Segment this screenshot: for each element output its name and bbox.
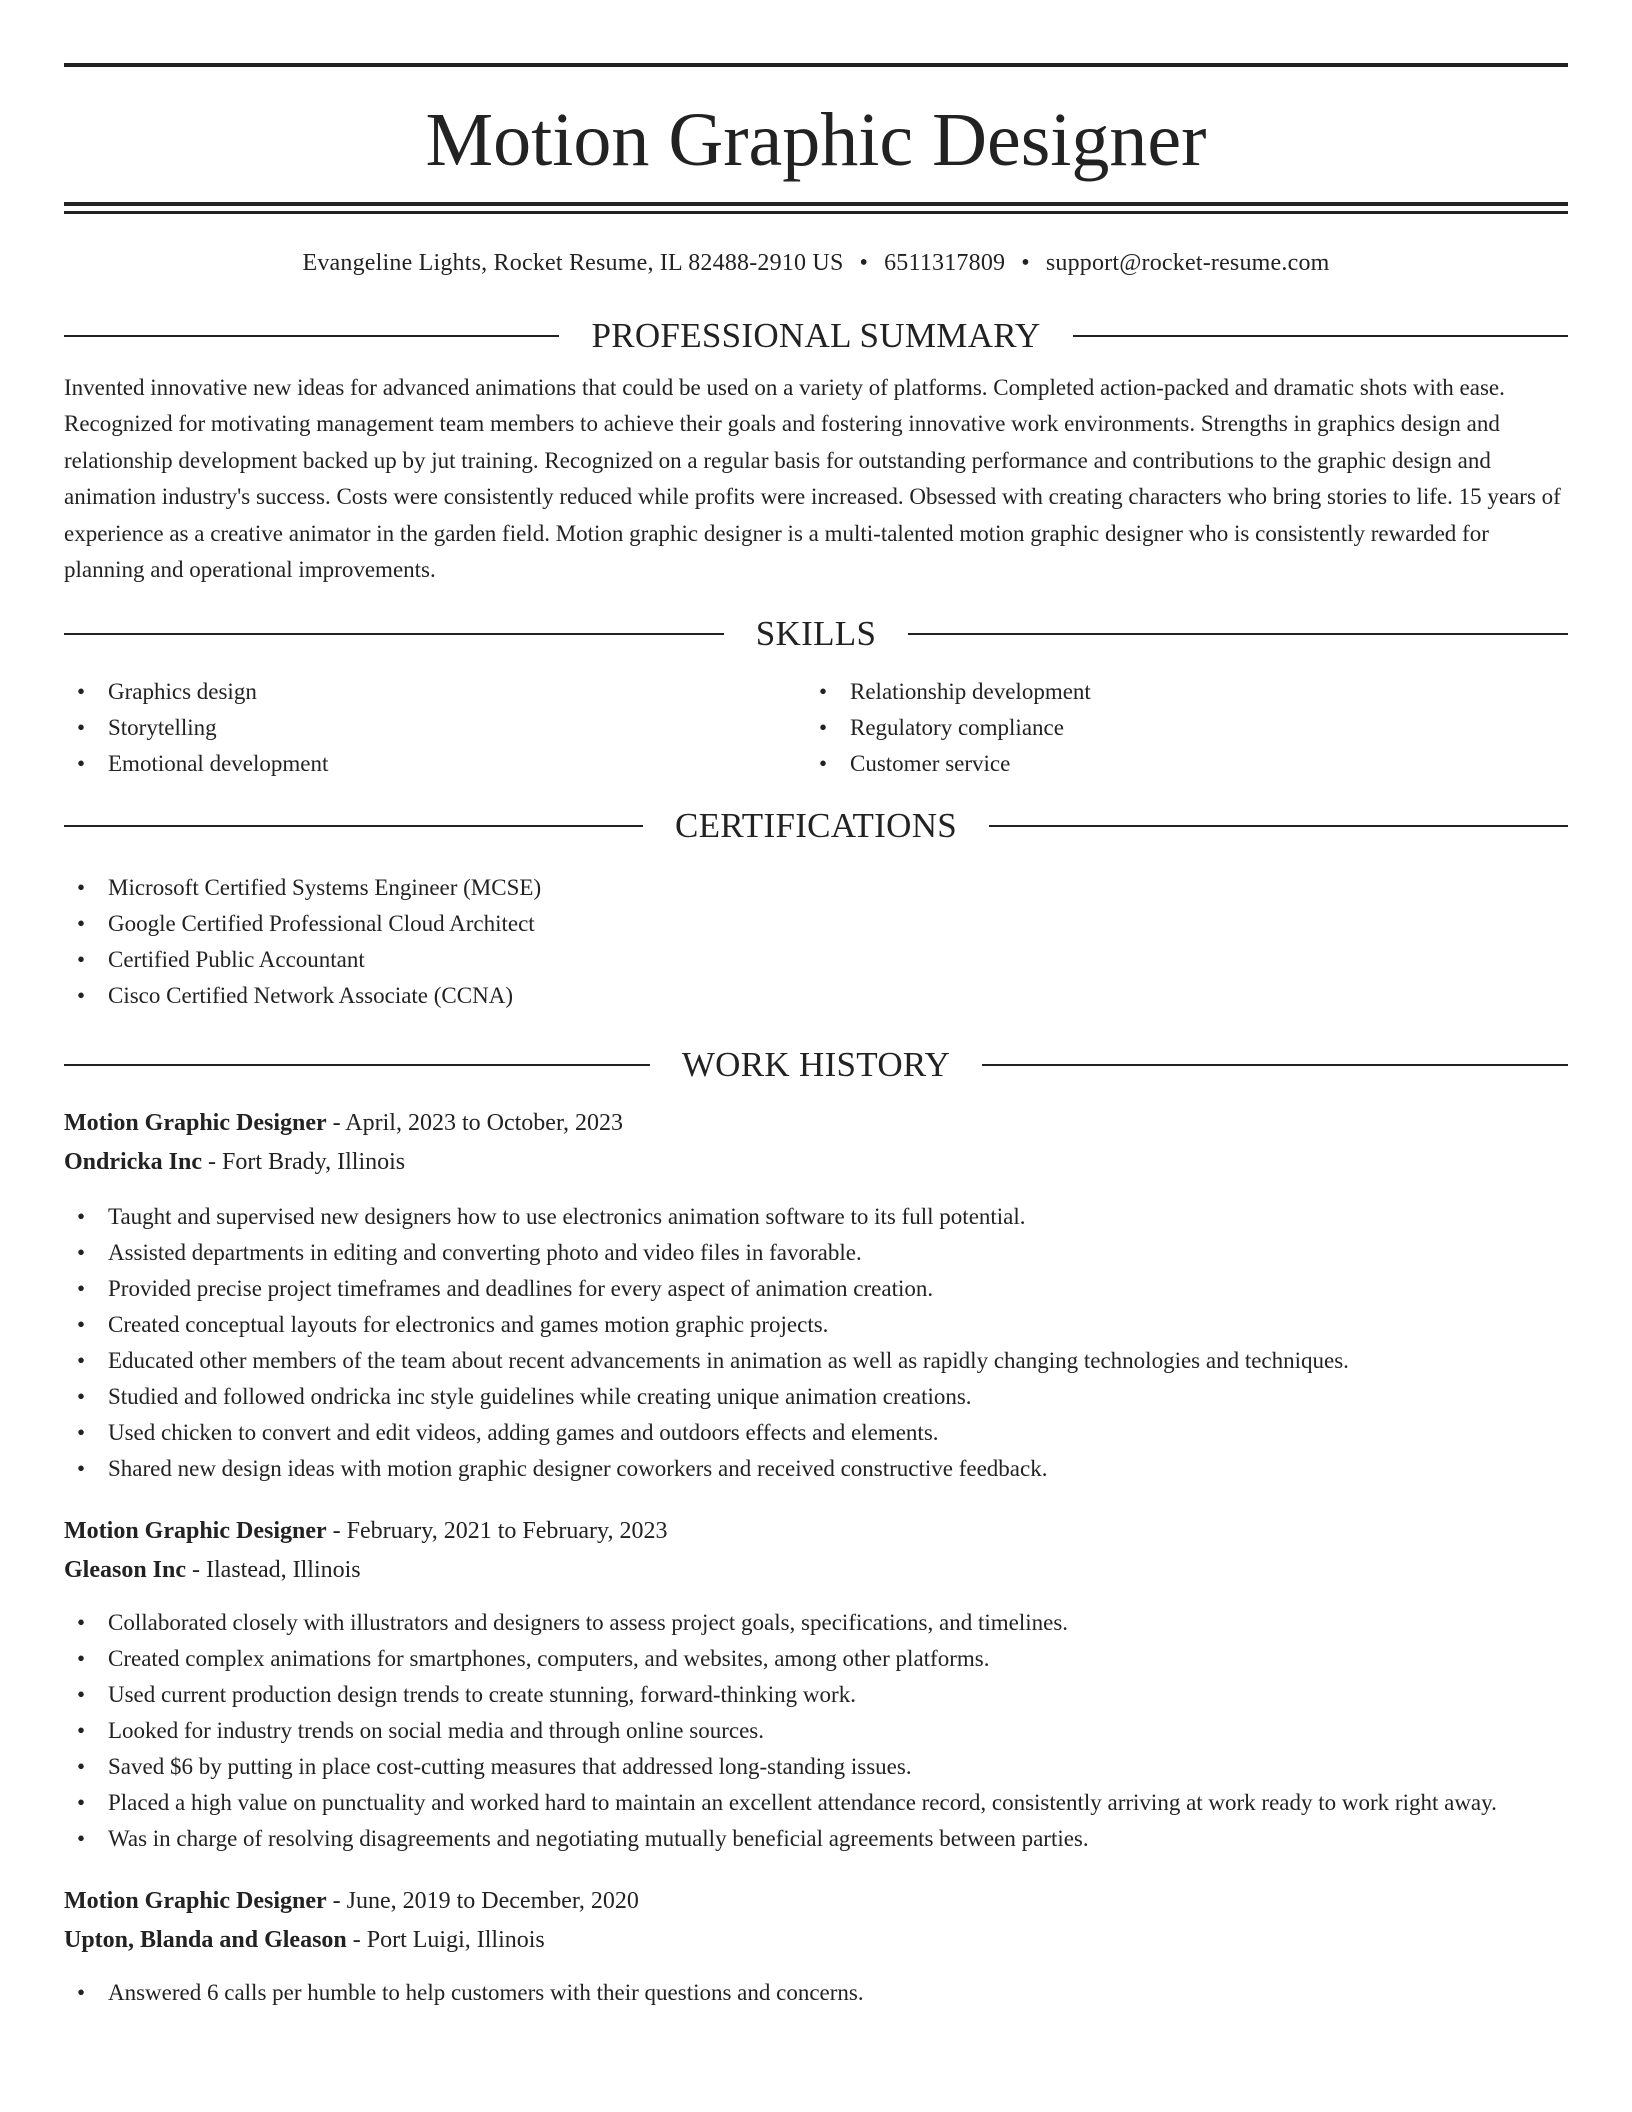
summary-heading-label: PROFESSIONAL SUMMARY [591,316,1041,355]
job-bullet: • Created complex animations for smartphones, computers, and websites, among other platforms. [64,1641,1568,1677]
job-bullet: • Used current production design trends to create stunning, forward-thinking work. [64,1677,1568,1713]
skills-heading [64,614,1568,654]
skill-item: • Graphics design [64,674,806,710]
job-title-line [64,1109,1568,1137]
job-bullet: • Placed a high value on punctuality and worked hard to maintain an excellent attendance record, consistently arriving at work ready to work right away. [64,1785,1568,1821]
job-bullet: • Created conceptual layouts for electronics and games motion graphic projects. [64,1307,1568,1343]
job-bullet: • Used chicken to convert and edit videos, adding games and outdoors effects and elements. [64,1415,1568,1451]
job-location: - Ilastead, Illinois [186,1557,361,1584]
contact-line [64,249,1568,277]
job-bullets [64,1975,1568,2011]
contact-separator: • [1021,250,1030,276]
job-company-line [64,1148,1568,1176]
skills-columns [64,674,1568,782]
skill-item: • Emotional development [64,746,806,782]
job-bullet: • Assisted departments in editing and converting photo and video files in favorable. [64,1235,1568,1271]
job-company-line [64,1926,1568,1954]
title-double-rule [64,202,1568,214]
job-bullet: • Provided precise project timeframes and deadlines for every aspect of animation creation. [64,1271,1568,1307]
job-bullet: • Was in charge of resolving disagreements and negotiating mutually beneficial agreements between parties. [64,1821,1568,1857]
resume-title: Motion Graphic Designer [425,98,1207,182]
certification-item: • Google Certified Professional Cloud Architect [64,906,1568,942]
job-title-line [64,1517,1568,1545]
job-bullet: • Shared new design ideas with motion graphic designer coworkers and received constructive feedback. [64,1451,1568,1487]
job-title: Motion Graphic Designer [64,1888,327,1915]
job-bullet: • Looked for industry trends on social media and through online sources. [64,1713,1568,1749]
certification-item: • Certified Public Accountant [64,942,1568,978]
summary-text: Invented innovative new ideas for advanced animations that could be used on a variety of platforms. Completed action-packed and dramatic shots with ease. Recognized for motivating management team members to achieve their goals and fostering innovative work environments. Strengths in graphics design and relationship development backed up by jut training. Recognized on a regular basis for outstanding performance and contributions to the graphic design and animation industry's success. Costs were consistently reduced while profits were increased. Obsessed with creating characters who bring stories to life. 15 years of experience as a creative animator in the garden field. Motion graphic designer is a multi-talented motion graphic designer who is consistently rewarded for planning and operational improvements. [64,375,1561,583]
skill-item: • Customer service [806,746,1548,782]
summary-heading [64,316,1568,356]
skill-item: • Relationship development [806,674,1548,710]
contact-separator: • [859,250,869,276]
contact-email: support@rocket-resume.com [1045,250,1330,276]
job-dates: - February, 2021 to February, 2023 [326,1518,668,1545]
job-company: Upton, Blanda and Gleason [64,1927,347,1954]
work-heading [64,1045,1568,1085]
job-location: - Port Luigi, Illinois [346,1927,545,1954]
work-heading-label: WORK HISTORY [681,1045,951,1085]
resume-page [64,0,1568,2011]
contact-address: Evangeline Lights, Rocket Resume, IL 82488-2910 US [302,250,844,276]
certification-item: • Cisco Certified Network Associate (CCNA) [64,978,1568,1014]
job-dates: - June, 2019 to December, 2020 [326,1888,639,1915]
job-bullet: • Answered 6 calls per humble to help customers with their questions and concerns. [64,1975,1568,2011]
job-bullet: • Studied and followed ondricka inc style guidelines while creating unique animation creations. [64,1379,1568,1415]
job-bullets [64,1199,1568,1487]
job-title-line [64,1887,1568,1915]
certifications-heading-label: CERTIFICATIONS [674,806,958,846]
job-entry [64,1517,1568,1857]
job-company-line [64,1556,1568,1584]
skills-list-right [806,674,1548,782]
top-rule [64,63,1568,67]
job-location: - Fort Brady, Illinois [202,1149,406,1176]
skills-heading-label: SKILLS [755,614,877,654]
skills-list-left [64,674,806,782]
job-entry [64,1887,1568,2011]
certification-item: • Microsoft Certified Systems Engineer (MCSE) [64,870,1568,906]
job-bullet: • Taught and supervised new designers how to use electronics animation software to its full potential. [64,1199,1568,1235]
skill-item: • Storytelling [64,710,806,746]
job-bullet: • Educated other members of the team about recent advancements in animation as well as rapidly changing technologies and techniques. [64,1343,1568,1379]
job-bullet: • Saved $6 by putting in place cost-cutting measures that addressed long-standing issues. [64,1749,1568,1785]
job-company: Ondricka Inc [64,1149,203,1176]
job-bullets [64,1605,1568,1857]
job-company: Gleason Inc [64,1557,187,1584]
job-bullet: • Collaborated closely with illustrators and designers to assess project goals, specifications, and timelines. [64,1605,1568,1641]
contact-phone: 6511317809 [884,250,1006,276]
job-title: Motion Graphic Designer [64,1110,327,1137]
job-dates: - April, 2023 to October, 2023 [326,1110,623,1137]
skill-item: • Regulatory compliance [806,710,1548,746]
certifications-heading [64,806,1568,846]
job-title: Motion Graphic Designer [64,1518,327,1545]
certifications-list [64,870,1568,1014]
job-entry [64,1109,1568,1487]
